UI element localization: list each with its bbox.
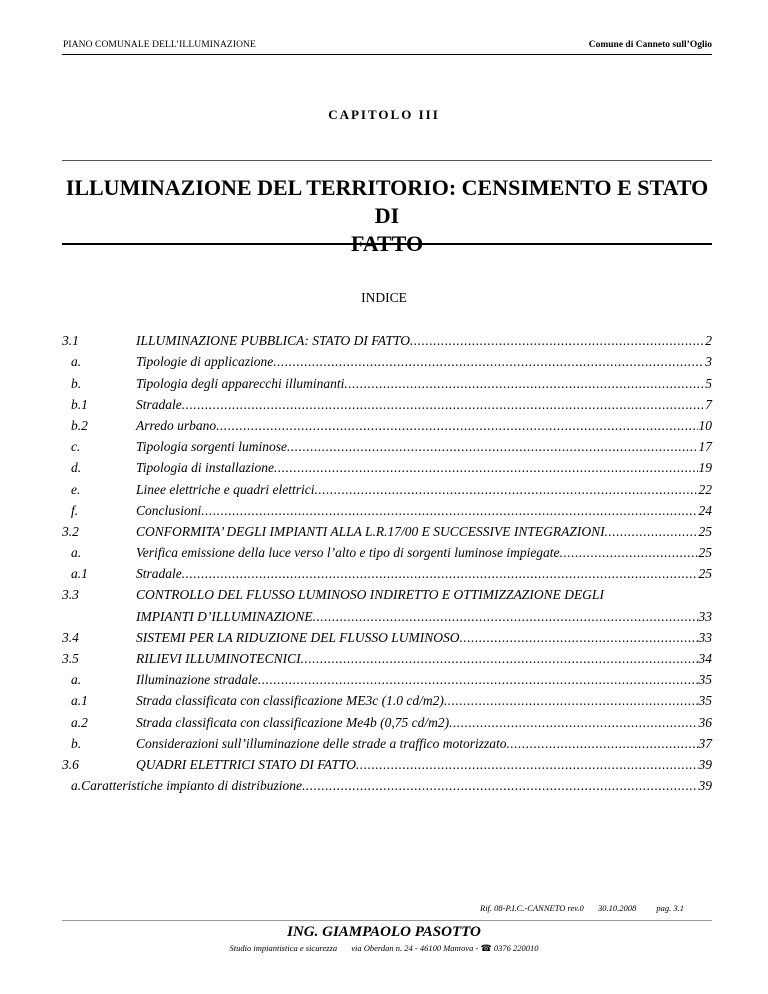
toc-row-3-4[interactable] <box>62 627 712 648</box>
toc-page: 22 <box>698 481 712 497</box>
toc-page: 35 <box>698 672 712 688</box>
toc-entry-text: Stradale <box>136 566 182 582</box>
toc-page: 37 <box>698 735 712 751</box>
title-top-rule <box>62 160 712 161</box>
header-document-title: PIANO COMUNALE DELL’ILLUMINAZIONE <box>63 40 256 50</box>
toc-page: 17 <box>698 439 712 455</box>
toc-page: 33 <box>698 608 712 624</box>
toc-entry-text: Verifica emissione della luce verso l’alto e tipo di sorgenti luminose impiegate <box>136 545 560 561</box>
toc-number: a.2 <box>71 714 88 730</box>
toc-page: 10 <box>698 417 712 433</box>
toc-row-a[interactable] <box>62 351 712 372</box>
toc-entry-text: Illuminazione stradale <box>136 672 258 688</box>
toc-row-b[interactable] <box>62 372 712 393</box>
toc-entry-text: Tipologia sorgenti luminose <box>136 439 288 455</box>
toc-row-a1[interactable] <box>62 690 712 711</box>
toc-row-3-6[interactable] <box>62 754 712 775</box>
toc-entry-text: Strada classificata con classificazione Me4b (0,75 cd/m2) <box>136 714 450 730</box>
table-of-contents <box>62 330 712 796</box>
toc-number: 3.3 <box>62 587 79 603</box>
toc-row-a[interactable] <box>62 542 712 563</box>
toc-page: 3 <box>705 354 712 370</box>
toc-number: a. <box>71 545 82 561</box>
toc-entry-text: RILIEVI ILLUMINOTECNICI <box>136 651 301 666</box>
footer-rule <box>62 920 712 921</box>
toc-page: 35 <box>698 693 712 709</box>
header-rule <box>62 54 712 55</box>
toc-row-b1[interactable] <box>62 394 712 415</box>
toc-entry-text: QUADRI ELETTRICI STATO DI FATTO <box>136 756 357 772</box>
toc-number: a.1 <box>71 566 88 582</box>
title-bottom-rule <box>62 243 712 245</box>
toc-row-3-5[interactable] <box>62 648 712 669</box>
toc-entry-text: a.Caratteristiche impianto di distribuzione <box>71 778 303 794</box>
toc-number: b.2 <box>71 417 88 433</box>
toc-entry-text: Strada classificata con classificazione ME3c (1.0 cd/m2) <box>136 693 444 709</box>
toc-page: 33 <box>698 629 712 645</box>
toc-number: 3.5 <box>62 651 79 666</box>
toc-number: a. <box>71 354 82 370</box>
toc-row-a1[interactable] <box>62 563 712 584</box>
toc-page: 19 <box>698 460 712 476</box>
toc-number: b. <box>71 375 82 391</box>
toc-row-3-1[interactable] <box>62 330 712 351</box>
toc-number: 3.2 <box>62 523 79 539</box>
toc-row-a2[interactable] <box>62 711 712 732</box>
phone-number: 0376 220010 <box>493 943 539 953</box>
toc-row-b[interactable] <box>62 733 712 754</box>
toc-page: 25 <box>698 545 712 561</box>
toc-entry-text: SISTEMI PER LA RIDUZIONE DEL FLUSSO LUMINOSO <box>136 629 460 645</box>
toc-entry-text: Tipologia degli apparecchi illuminanti <box>136 375 345 391</box>
toc-row-3-3-continued[interactable] <box>62 605 712 626</box>
chapter-title-line-2: FATTO <box>350 231 424 256</box>
toc-page: 24 <box>698 502 712 518</box>
toc-row-c[interactable] <box>62 436 712 457</box>
toc-number: c. <box>71 439 81 455</box>
toc-entry-text-line-1: CONTROLLO DEL FLUSSO LUMINOSO INDIRETTO E OTTIMIZZAZIONE DEGLI <box>136 587 604 603</box>
toc-number: b. <box>71 735 82 751</box>
page-number: pag. 3.1 <box>656 903 684 913</box>
toc-entry-text: Tipologia di installazione <box>136 460 275 476</box>
header-municipality: Comune di Canneto sull’Oglio <box>588 40 712 50</box>
chapter-title-line-1: ILLUMINAZIONE DEL TERRITORIO: CENSIMENTO E STATO DI <box>65 175 709 228</box>
chapter-title <box>62 174 712 258</box>
toc-entry-text: Tipologie di applicazione <box>136 354 274 370</box>
document-reference <box>480 903 684 913</box>
toc-row-d[interactable] <box>62 457 712 478</box>
toc-number: 3.4 <box>62 629 79 645</box>
toc-row-a-caratteristiche[interactable] <box>62 775 712 796</box>
toc-row-e[interactable] <box>62 478 712 499</box>
toc-page: 25 <box>698 566 712 582</box>
toc-row-f[interactable] <box>62 500 712 521</box>
toc-row-3-2[interactable] <box>62 521 712 542</box>
toc-row-3-3[interactable] <box>62 584 712 605</box>
toc-number: d. <box>71 460 82 476</box>
toc-page: 7 <box>705 396 712 412</box>
toc-entry-text: ILLUMINAZIONE PUBBLICA: STATO DI FATTO <box>136 333 411 349</box>
toc-row-b2[interactable] <box>62 415 712 436</box>
toc-page: 39 <box>698 756 712 772</box>
toc-number: e. <box>71 481 81 497</box>
toc-entry-text: CONFORMITA’ DEGLI IMPIANTI ALLA L.R.17/00 E SUCCESSIVE INTEGRAZIONI <box>136 523 605 539</box>
toc-number: 3.1 <box>62 333 79 349</box>
toc-entry-text: IMPIANTI D’ILLUMINAZIONE <box>136 608 313 624</box>
studio-address: via Oberdan n. 24 - 46100 Mantova - <box>351 943 479 953</box>
toc-entry-text: Considerazioni sull’illuminazione delle strade a traffico motorizzato <box>136 735 507 751</box>
toc-number: a. <box>71 672 82 688</box>
toc-page: 2 <box>705 333 712 349</box>
author-name: ING. GIAMPAOLO PASOTTO <box>287 924 481 940</box>
index-heading: INDICE <box>361 290 407 305</box>
toc-number: a.1 <box>71 693 88 709</box>
toc-entry-text: Linee elettriche e quadri elettrici <box>136 481 315 497</box>
toc-entry-text: Conclusioni <box>136 502 202 518</box>
toc-number: f. <box>71 502 79 518</box>
toc-page: 25 <box>698 523 712 539</box>
toc-page: 34 <box>698 651 712 666</box>
toc-number: b.1 <box>71 396 88 412</box>
toc-page: 36 <box>698 714 712 730</box>
studio-name: Studio impiantistica e sicurezza <box>229 943 338 953</box>
toc-page: 5 <box>705 375 712 391</box>
toc-entry-text: Stradale <box>136 396 182 412</box>
telephone-icon: ☎ <box>480 943 492 953</box>
reference-code: Rif. 08-P.I.C.-CANNETO rev.0 <box>480 903 584 913</box>
toc-number: 3.6 <box>62 756 79 772</box>
toc-page: 39 <box>698 778 712 794</box>
reference-date: 30.10.2008 <box>597 903 637 913</box>
chapter-label: CAPITOLO III <box>328 107 440 122</box>
toc-entry-text: Arredo urbano <box>136 417 217 433</box>
toc-row-a[interactable] <box>62 669 712 690</box>
author-contact <box>0 943 768 954</box>
